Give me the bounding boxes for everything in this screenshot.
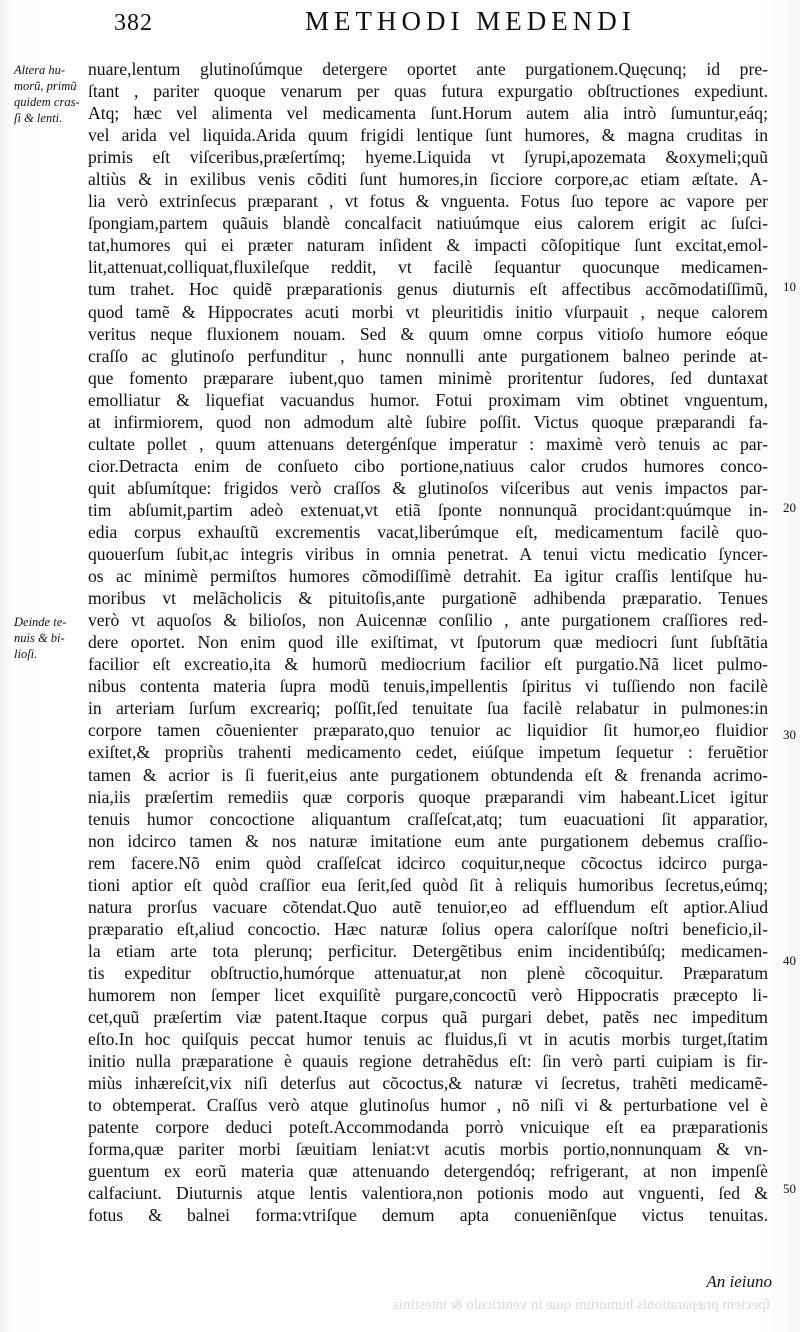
text-line: tat,humores qui ei præter naturam inſident & impacti cõſopitique ſunt excitat,emol-	[88, 235, 768, 256]
text-line: cior.Detracta enim de conſueto cibo portione,natiuus calor crudos humores conco-	[88, 455, 768, 476]
text-line: corpore tamen cõuenienter præparato,quo tenuior ac liquidior ſit humor,eo fluidior	[88, 720, 768, 741]
text-line: nia,iis præſertim remediis quæ corporis quoque præparandi vim habeant.Licet igitur	[88, 786, 768, 807]
text-line: ſpongiam,partem quãuis blandè concalfacit natiuúmque eius calorem erigit ac ſuſci-	[88, 213, 768, 234]
text-line: cet,quũ præſertim viæ patent.Itaque corpus quã purgari debet, patẽs nec impeditum	[88, 1007, 768, 1028]
text-line: lit,attenuat,colliquat,fluxileſque reddit, vt facilè ſequantur quocunque medicamen-	[88, 257, 768, 278]
text-line: quit abſumítque: frigidos verò craſſos & glutinoſos viſceribus aut venis impactos par-	[88, 477, 768, 498]
text-line: vel arida vel liquida.Arida quum frigidi lentique ſunt humores, & magna cruditas in	[88, 125, 768, 146]
text-line: tioni aptior eſt quòd craſſior eua ſerit,ſed quòd ſit à reliquis humoribus ſecretus,eúmq;	[88, 874, 768, 895]
text-line: craſſo ac glutinoſo perfunditur , hunc nonnulli ante purgationem balneo perinde at-	[88, 345, 768, 366]
text-line: natura prorſus vacuare cõtendat.Quo autẽ tenuior,eo ad effluendum eſt aptior.Aliud	[88, 896, 768, 917]
text-line: verò vt aquoſos & bilioſos, non Auicennæ conſilio , ante purgationem craſſiores red-	[88, 610, 768, 631]
text-line: altiùs & in exilibus venis cõditi ſunt humores,in ſicciore corpore,ac etiam æſtate. A-	[88, 169, 768, 190]
text-line: os ac minimè permiſtos humores cõmodiſſimè detrahit. Ea igitur craſſis lentiſque hu-	[88, 566, 768, 587]
text-line: præparatio eſt,aliud concoctio. Hæc naturæ ſolius opera caloríſque noſtri beneficio,il-	[88, 918, 768, 939]
text-line: nibus contenta materia ſupra modũ tenuis,impellentis ſpiritus vi tuſſiendo non facilè	[88, 676, 768, 697]
text-line: primis eſt viſceribus,præſertímq; hyeme.Liquida vt ſyrupi,apozemata &oxymeli;quũ	[88, 147, 768, 168]
text-line: ſtant , pariter quoque venarum per quas futura expurgatio obſtructiones expediunt.	[88, 81, 768, 102]
catchword: An ieiuno	[706, 1272, 772, 1291]
margin-notes	[0, 0, 85, 1332]
line-number: 10	[783, 279, 796, 294]
text-line: tenuis humor concoctione aliquantum craſſeſcat,atq; tum euacuationi ſit apparatior,	[88, 808, 768, 829]
page-number: 382	[114, 10, 153, 36]
text-line: nuare,lentum glutinoſúmque detergere oportet ante purgationem.Quęcunq; id pre-	[88, 59, 768, 79]
text-line: tamen & acrior is ſi fuerit,eius ante purgationem obtundenda eſt & frenanda acrimo-	[88, 764, 768, 785]
text-line: que fomento præparare iubent,quo tamen minimè proritentur ſudores, ſed duntaxat	[88, 367, 768, 388]
text-line: cultate pollet , quum attenuans detergénſque imperatur : maximè verò tenuis ac par-	[88, 433, 768, 454]
text-line: eſto.In hoc quiſquis peccat humor tenuis ac fluidus,ſi vt in acutis morbis turget,ſtatim	[88, 1029, 768, 1050]
line-number: 20	[783, 500, 796, 515]
text-line: in arteriam ſurſum excreariq; poſſit,ſed tenuitate ſua facilè relabatur in pulmones:in	[88, 698, 768, 719]
margin-note: ſi & lenti.	[14, 111, 63, 125]
text-line: quouerſum ſubit,ac integris viribus in omnia penetrat. A tenui victu medicatio ſyncer-	[88, 544, 768, 565]
text-line: facilior eſt excreatio,ita & humorũ mediocrium facilior eſt purgatio.Nã licet pulmo-	[88, 654, 768, 675]
text-line: non idcirco tamen & nos naturæ imitatione eum ante purgationem debemus craſſio-	[88, 830, 768, 851]
margin-note: Altera hu-	[14, 63, 66, 77]
text-line: tim abſumit,partim adeò extenuat,vt etiã ſponte nonnunquã procidant:quúmque in-	[88, 499, 768, 520]
body-text	[88, 58, 768, 1226]
text-line: quod tamẽ & Hippocrates acuti morbi vt pleuritidis initio vſurpauit , neque calorem	[88, 301, 768, 322]
margin-note: Deinde te-	[14, 615, 67, 629]
text-line: emolliatur & liquefiat vacuandus humor. Fotui proximam vim obtinet vnguentum,	[88, 389, 768, 410]
text-line: edia corpus exhauſtũ excrementis vacat,liberúmque eſt, medicamentum facilè quo-	[88, 521, 768, 542]
text-line: exiſtet,& propriùs trahenti medicamento cedet, eiúſque impetum ſequetur : feruẽtior	[88, 742, 768, 763]
text-line: la etiam arte tota plerunq; perficitur. Detergẽtibus enim incidentibúſq; medicamen-	[88, 940, 768, 961]
text-line: forma,quæ pariter morbi ſæuitiam leniat:vt acutis morbis portio,nonnunquam & vn-	[88, 1139, 768, 1160]
text-line: dere oportet. Non enim quod ille exiſtimat, vt ſputorum quæ mediocri ſunt ſubſtãtia	[88, 632, 768, 653]
line-number: 30	[783, 727, 796, 742]
text-line: at infirmiorem, quod non admodum altè ſubire poſſit. Victus quoque præparandi fa-	[88, 411, 768, 432]
margin-note: nuis & bi-	[14, 631, 65, 645]
text-line: rem facere.Nõ enim quòd craſſeſcat idcirco coquitur,neque cõcoctus idcirco purga-	[88, 852, 768, 873]
line-number: 40	[783, 953, 796, 968]
margin-note: morũ, primũ	[14, 79, 77, 93]
bleed-through-text: ſpeciem præparationis humorum quæ in ventriculo & intestinis	[392, 1297, 770, 1313]
text-line: Atq; hæc vel alimenta vel medicamenta ſunt.Horum autem alia intrò ſumuntur,eáq;	[88, 103, 768, 124]
margin-note: quidem cras-	[14, 95, 80, 109]
text-line: veritus neque fluxionem nouam. Sed & quum omne corpus vitioſo humore eóque	[88, 323, 768, 344]
line-number: 50	[783, 1181, 796, 1196]
text-line: fotus & balnei forma:vtriſque demum apta conueniẽnſque victus tenuitas.	[88, 1205, 768, 1226]
text-line: lia verò extrinſecus præparant , vt fotus & vnguenta. Fotus ſuo tepore ac vapore per	[88, 191, 768, 212]
page-header	[0, 4, 800, 44]
text-line: miùs inhæreſcit,vix niſi deterſus aut cõcoctus,& naturæ vi ſecretus, trahẽti medicamẽ-	[88, 1073, 768, 1094]
text-line: moribus vt melãcholicis & pituitoſis,ante purgationẽ adhibenda præparatio. Tenues	[88, 588, 768, 609]
text-line: humorem non ſemper licet exquiſitè purgare,concoctũ verò Hippocratis præcepto li-	[88, 984, 768, 1005]
text-line: initio nulla præparatione è quauis regione detrahẽdus eſt: ſin verò parti cuipiam is fir-	[88, 1051, 768, 1072]
text-line: to obtemperat. Craſſus verò atque glutinoſus humor , nõ niſi vi & perturbatione vel è	[88, 1095, 768, 1116]
text-line: tis expeditur obſtructio,humórque attenuatur,at non plenè cõcoquitur. Præparatum	[88, 962, 768, 983]
text-line: guentum ex eorũ materia quæ attenuando detergendóq; refrigerant, at non impenſè	[88, 1161, 768, 1182]
line-numbers	[770, 0, 800, 1332]
running-title: METHODI MEDENDI	[305, 6, 636, 36]
text-line: tum trahet. Hoc quidẽ præparationis genus diuturnis eſt affectibus accõmodatiſſimũ,	[88, 279, 768, 300]
text-line: calfaciunt. Diuturnis atque lentis valentiora,non potionis modo aut vnguenti, ſed &	[88, 1183, 768, 1204]
margin-note: lioſi.	[14, 647, 38, 661]
text-line: patente corpore deduci poteſt.Accommodanda porrò vnicuique eſt ea præparationis	[88, 1117, 768, 1138]
